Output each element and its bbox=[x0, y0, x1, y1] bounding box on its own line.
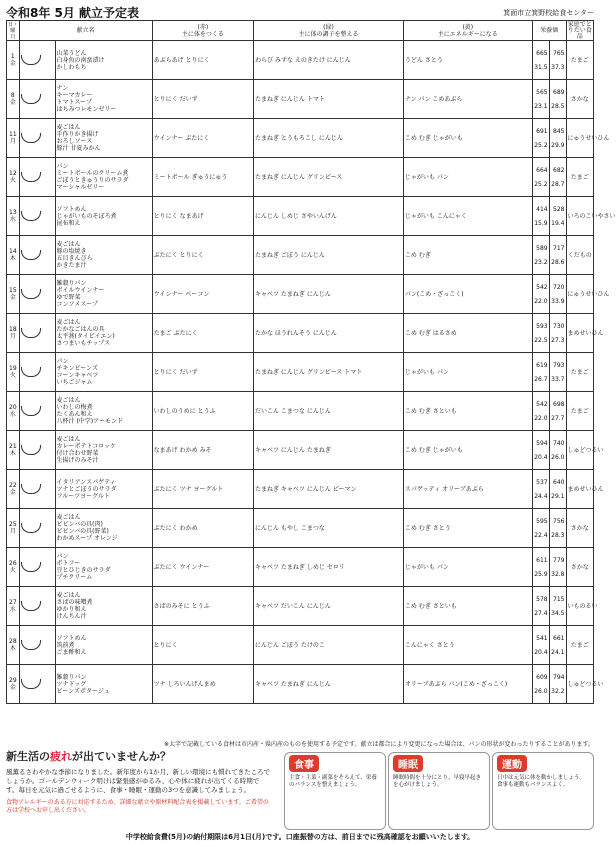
nutrition-jhs-cell: 720 33.9 bbox=[549, 275, 566, 314]
day-row bbox=[7, 665, 594, 704]
menu-item: 豆とひじきのサラダ bbox=[56, 567, 111, 574]
menu-item: 五目きんぴら bbox=[56, 255, 93, 262]
menu-item: いわしの梅煮 bbox=[56, 404, 93, 411]
menu-header: 献立名 bbox=[19, 21, 152, 41]
menu-item: チキンビーンズ bbox=[56, 365, 98, 372]
green-cell: キャベツ たまねぎ しめじ セロリ bbox=[254, 548, 404, 587]
day-cell: 20 水 bbox=[7, 392, 20, 431]
dish-icon-cell bbox=[19, 197, 55, 236]
menu-item: 豚汁 甘夏みかん bbox=[56, 145, 101, 152]
menu-item: 山菜うどん bbox=[56, 49, 87, 57]
green-cell: キャベツ たまねぎ にんじん bbox=[254, 665, 404, 704]
nutrition-jhs-cell: 765 37.3 bbox=[549, 41, 566, 80]
health-column bbox=[6, 748, 594, 830]
bowl-icon bbox=[21, 367, 41, 377]
green-cell: たかな ほうれんそう にんじん bbox=[254, 314, 404, 353]
day-row bbox=[7, 509, 594, 548]
menu-item: たくあん和え bbox=[56, 411, 93, 418]
nutrition-jhs-cell: 689 28.5 bbox=[549, 80, 566, 119]
day-cell: 25 月 bbox=[7, 509, 20, 548]
day-cell: 27 水 bbox=[7, 587, 20, 626]
nutrition-elem-cell: 565 23.1 bbox=[532, 80, 549, 119]
menu-item: 生揚げのみそ汁 bbox=[56, 457, 99, 464]
menu-item: ミートボールのクリーム煮 bbox=[56, 170, 129, 177]
day-cell: 22 金 bbox=[7, 470, 20, 509]
exercise-text: 日中は元気に体を動かしましょう。食事も運動もバランスよく。 bbox=[497, 775, 586, 788]
yellow-cell: こめ むぎ じゃがいも bbox=[403, 431, 532, 470]
menu-cell bbox=[55, 587, 152, 626]
day-row bbox=[7, 548, 594, 587]
yellow-cell: こめ むぎ さとう bbox=[403, 509, 532, 548]
dish-icon-cell bbox=[19, 587, 55, 626]
day-row bbox=[7, 41, 594, 80]
menu-item: ソフトめん bbox=[56, 205, 87, 213]
drink-cell: たまご bbox=[566, 41, 594, 80]
sleep-box bbox=[388, 752, 490, 830]
menu-item: さばの味噌煮 bbox=[56, 599, 93, 606]
nutrition-elem-cell: 578 27.4 bbox=[532, 587, 549, 626]
menu-item: じゃがいものそぼろ煮 bbox=[56, 212, 117, 220]
red-cell: ミートボール ぎゅうにゅう bbox=[152, 158, 253, 197]
dish-icon-cell bbox=[19, 236, 55, 275]
day-row bbox=[7, 158, 594, 197]
day-cell: 28 木 bbox=[7, 626, 20, 665]
menu-item: 雑穀りパン bbox=[56, 673, 87, 681]
red-cell: とりにく だいず bbox=[152, 353, 253, 392]
nutrition-jhs-cell: 528 19.4 bbox=[549, 197, 566, 236]
bowl-icon bbox=[21, 250, 41, 260]
day-row bbox=[7, 275, 594, 314]
nutrition-elem-cell: 537 24.4 bbox=[532, 470, 549, 509]
organization-name: 箕面市立箕野校給食センター bbox=[503, 9, 594, 17]
dish-icon-cell bbox=[19, 158, 55, 197]
nutrition-elem-cell: 664 25.2 bbox=[532, 158, 549, 197]
yellow-cell: パン(こめ・ざっこく) bbox=[403, 275, 532, 314]
dish-icon-cell bbox=[19, 470, 55, 509]
menu-cell bbox=[55, 353, 152, 392]
green-cell: にんじん ごぼう たけのこ bbox=[254, 626, 404, 665]
day-row bbox=[7, 587, 594, 626]
exercise-box bbox=[492, 752, 594, 830]
menu-item: かきたま汁 bbox=[56, 262, 87, 269]
red-cell: とりにく なまあげ bbox=[152, 197, 253, 236]
menu-item: 筑前煮 bbox=[56, 641, 75, 649]
menu-cell bbox=[55, 80, 152, 119]
menu-item: ビーンズポタージュ bbox=[56, 687, 110, 695]
menu-cell bbox=[55, 119, 152, 158]
bowl-icon bbox=[21, 55, 41, 65]
yellow-cell: こんにゃく さとう bbox=[403, 626, 532, 665]
day-header: 日・曜日 bbox=[8, 21, 19, 40]
page-title: 令和8年 5月 献立予定表 bbox=[6, 6, 140, 20]
nutrition-elem-cell: 594 20.4 bbox=[532, 431, 549, 470]
menu-item: 太平燕(タイピイエン) bbox=[56, 333, 115, 340]
menu-item: おろしソース bbox=[56, 138, 93, 145]
payment-notice: 中学校給食費(5月)の納付期限は6月1日(月)です。口座振替の方は、前日までに残高確認をお願いいたします。 bbox=[125, 833, 475, 841]
drink-cell: たまご bbox=[566, 353, 594, 392]
menu-item: ツナドッグ bbox=[56, 680, 87, 688]
menu-table bbox=[6, 20, 616, 704]
red-cell: あぶらあげ とりにく bbox=[152, 41, 253, 80]
nutrition-header: 栄養価 bbox=[532, 21, 566, 41]
yellow-cell: オリーブあぶら パン(こめ・ざっこく) bbox=[403, 665, 532, 704]
day-row bbox=[7, 431, 594, 470]
drink-cell: にゅうせいひん bbox=[566, 275, 594, 314]
day-cell: 1 金 bbox=[7, 41, 20, 80]
nutrition-jhs-cell: 640 29.1 bbox=[549, 470, 566, 509]
menu-item: 麦ごはん bbox=[56, 514, 81, 521]
dish-icon-cell bbox=[19, 392, 55, 431]
red-cell: とりにく bbox=[152, 626, 253, 665]
yellow-cell: じゃがいも こんにゃく bbox=[403, 197, 532, 236]
day-row bbox=[7, 626, 594, 665]
green-cell: キャベツ たまねぎ にんじん bbox=[254, 275, 404, 314]
menu-item: キーマカレー bbox=[56, 92, 93, 99]
menu-cell bbox=[55, 548, 152, 587]
header bbox=[6, 4, 594, 20]
menu-cell bbox=[55, 509, 152, 548]
day-row bbox=[7, 80, 594, 119]
menu-cell bbox=[55, 41, 152, 80]
green-cell: キャベツ だいこん にんじん bbox=[254, 587, 404, 626]
drink-header: 家庭でとりたい食品 bbox=[567, 20, 592, 40]
drink-cell: たまご bbox=[566, 158, 594, 197]
nutrition-elem-cell: 542 22.0 bbox=[532, 392, 549, 431]
menu-item: 麦ごはん bbox=[56, 241, 81, 248]
bowl-icon bbox=[21, 94, 41, 104]
day-cell: 18 月 bbox=[7, 314, 20, 353]
dish-icon-cell bbox=[19, 119, 55, 158]
menu-cell bbox=[55, 236, 152, 275]
menu-item: 八杯汁 (中学)アーモンド bbox=[56, 418, 123, 425]
menu-item: けんちん汁 bbox=[56, 613, 87, 620]
red-cell: なまあげ わかめ みそ bbox=[152, 431, 253, 470]
green-cell: にんじん もやし こまつな bbox=[254, 509, 404, 548]
nutrition-elem-cell: 414 15.9 bbox=[532, 197, 549, 236]
nutrition-elem-cell: 542 22.0 bbox=[532, 275, 549, 314]
menu-item: ゆで野菜 bbox=[56, 294, 81, 301]
menu-item: パン bbox=[56, 553, 69, 560]
menu-cell bbox=[55, 197, 152, 236]
menu-item: ごぼうときゅうりのサラダ bbox=[56, 177, 129, 184]
yellow-cell: こめ むぎ じゃがいも bbox=[403, 119, 532, 158]
menu-item: マーシャルゼリー bbox=[56, 184, 105, 191]
dish-icon-cell bbox=[19, 431, 55, 470]
day-cell: 13 水 bbox=[7, 197, 20, 236]
bowl-icon bbox=[21, 640, 41, 650]
bowl-icon bbox=[21, 406, 41, 416]
nutrition-elem-cell: 611 25.9 bbox=[532, 548, 549, 587]
sleep-text: 睡眠時間を十分にとり、早寝早起きを心がけましょう。 bbox=[393, 775, 482, 788]
menu-item: ツナとごぼうのサラダ bbox=[56, 485, 117, 493]
red-cell: ぶたにく ツナ ヨーグルト bbox=[152, 470, 253, 509]
menu-item: ナン bbox=[56, 85, 69, 92]
green-cell: にんじん しめじ さやいんげん bbox=[254, 197, 404, 236]
nutrition-elem-cell: 541 20.4 bbox=[532, 626, 549, 665]
menu-item: コンソメスープ bbox=[56, 301, 98, 308]
yellow-header: (黄) 主にエネルギーになる bbox=[403, 21, 532, 41]
bowl-icon bbox=[21, 328, 41, 338]
bowl-icon bbox=[21, 484, 41, 494]
day-cell: 11 月 bbox=[7, 119, 20, 158]
red-cell: ウインナー ベーコン bbox=[152, 275, 253, 314]
nutrition-jhs-cell: 756 28.3 bbox=[549, 509, 566, 548]
day-cell: 8 金 bbox=[7, 80, 20, 119]
menu-item: 麦ごはん bbox=[56, 592, 81, 599]
menu-item: コーンキャベツ bbox=[56, 372, 99, 379]
yellow-cell: こめ むぎ さといも bbox=[403, 587, 532, 626]
drink-cell: くだもの bbox=[566, 236, 594, 275]
red-cell: ぶたにく とりにく bbox=[152, 236, 253, 275]
nutrition-elem-cell: 593 22.5 bbox=[532, 314, 549, 353]
menu-item: ビビンバの具(野菜) bbox=[56, 528, 109, 535]
menu-item: パン bbox=[56, 358, 69, 365]
bowl-icon bbox=[21, 133, 41, 143]
green-header: (緑) 主に体の調子を整える bbox=[254, 21, 404, 41]
day-cell: 29 金 bbox=[7, 665, 20, 704]
yellow-cell: スパゲッティ オリーブあぶら bbox=[403, 470, 532, 509]
nutrition-jhs-cell: 698 27.7 bbox=[549, 392, 566, 431]
bowl-icon bbox=[21, 172, 41, 182]
red-cell: とりにく だいず bbox=[152, 80, 253, 119]
dish-icon-cell bbox=[19, 353, 55, 392]
meal-text: 主食・主菜・副菜をそろえて、栄養のバランスを整えましょう。 bbox=[289, 775, 377, 788]
red-header: (赤) 主に体をつくる bbox=[152, 21, 253, 41]
yellow-cell: こめ むぎ bbox=[403, 236, 532, 275]
day-cell: 12 火 bbox=[7, 158, 20, 197]
menu-item: いちごジャム bbox=[56, 379, 93, 386]
menu-item: 雑穀りパン bbox=[56, 280, 87, 287]
day-cell: 15 金 bbox=[7, 275, 20, 314]
bowl-icon bbox=[21, 445, 41, 455]
nutrition-jhs-cell: 730 27.3 bbox=[549, 314, 566, 353]
red-cell: いわしのうめに とうふ bbox=[152, 392, 253, 431]
green-cell: たまねぎ キャベツ にんじん ピーマン bbox=[254, 470, 404, 509]
health-heading: 新生活の疲れが出ていませんか？ bbox=[6, 750, 171, 763]
menu-item: 昆布和え bbox=[56, 219, 81, 227]
menu-item: 付け合わせ野菜 bbox=[56, 450, 99, 457]
menu-item: 白身魚の南蛮漬け bbox=[56, 56, 105, 64]
menu-item: かしわもち bbox=[56, 63, 87, 71]
nutrition-elem-cell: 589 23.2 bbox=[532, 236, 549, 275]
drink-cell: いものるい bbox=[566, 587, 594, 626]
day-row bbox=[7, 119, 594, 158]
menu-cell bbox=[55, 314, 152, 353]
meal-box bbox=[284, 752, 386, 830]
dish-icon-cell bbox=[19, 314, 55, 353]
drink-cell: たまご bbox=[566, 626, 594, 665]
nutrition-jhs-cell: 715 34.5 bbox=[549, 587, 566, 626]
menu-item: ビビンバの具(肉) bbox=[56, 521, 103, 528]
menu-item: 麦ごはん bbox=[56, 397, 81, 404]
day-row bbox=[7, 236, 594, 275]
nutrition-elem-cell: 691 25.2 bbox=[532, 119, 549, 158]
dish-icon-cell bbox=[19, 626, 55, 665]
sleep-label: 睡眠 bbox=[393, 755, 423, 772]
menu-cell bbox=[55, 431, 152, 470]
health-body: 風薫るさわやかな季節になりました。新年度から1か月、新しい環境にも慣れてきたころでしょうか。ゴールデンウィーク明けは緊張感がゆるみ、心や体に疲れが出てくる時期です。毎日を元気に過ごせるように、食事・睡眠・運動の3つを意識してみましょう。 bbox=[6, 768, 271, 794]
day-cell: 21 木 bbox=[7, 431, 20, 470]
menu-cell bbox=[55, 275, 152, 314]
green-cell: わらび みずな えのきたけ にんじん bbox=[254, 41, 404, 80]
menu-item: はちみつレモンゼリー bbox=[56, 106, 117, 113]
allergy-notice: 食物アレルギーのある方に対応するため、詳細な献立や原材料配合表を掲載しています。ご希望の方は学校へお申し出ください。 bbox=[6, 799, 269, 814]
yellow-cell: こめ むぎ はるさめ bbox=[403, 314, 532, 353]
menu-item: ソフトめん bbox=[56, 634, 87, 642]
bowl-icon bbox=[21, 601, 41, 611]
menu-item: 麦ごはん bbox=[56, 319, 81, 326]
day-cell: 14 木 bbox=[7, 236, 20, 275]
red-cell: たまご ぶたにく bbox=[152, 314, 253, 353]
red-cell: ツナ しろいんげんまめ bbox=[152, 665, 253, 704]
nutrition-jhs-cell: 740 26.0 bbox=[549, 431, 566, 470]
dish-icon-cell bbox=[19, 80, 55, 119]
day-row bbox=[7, 392, 594, 431]
green-cell: たまねぎ にんじん グリンピース bbox=[254, 158, 404, 197]
green-cell: だいこん こまつな にんじん bbox=[254, 392, 404, 431]
nutrition-elem-cell: 665 31.5 bbox=[532, 41, 549, 80]
drink-cell: さかな bbox=[566, 548, 594, 587]
green-cell: たまねぎ とうもろこし にんじん bbox=[254, 119, 404, 158]
menu-item: 手作りかき揚げ bbox=[56, 131, 99, 138]
green-cell: たまねぎ ごぼう にんじん bbox=[254, 236, 404, 275]
menu-item: わかめスープ オレンジ bbox=[56, 535, 118, 542]
nutrition-jhs-cell: 845 29.9 bbox=[549, 119, 566, 158]
day-row bbox=[7, 470, 594, 509]
footnote: ※太字で記載している食材は市内産・県内産のものを使用する予定です。献立は都合により変更になった場合は、パンの形状が変わったりすることがあります。 bbox=[163, 741, 594, 748]
day-row bbox=[7, 353, 594, 392]
day-cell: 19 火 bbox=[7, 353, 20, 392]
day-row bbox=[7, 314, 594, 353]
menu-item: ゆかり和え bbox=[56, 606, 87, 613]
yellow-cell: じゃがいも パン bbox=[403, 353, 532, 392]
menu-item: たかなごはんの具 bbox=[56, 326, 105, 333]
yellow-cell: じゃがいも パン bbox=[403, 158, 532, 197]
red-cell: ぶたにく ウインナー bbox=[152, 548, 253, 587]
nutrition-jhs-cell: 682 28.7 bbox=[549, 158, 566, 197]
dish-icon-cell bbox=[19, 548, 55, 587]
dish-icon-cell bbox=[19, 41, 55, 80]
green-cell: たまねぎ にんじん グリンピース トマト bbox=[254, 353, 404, 392]
drink-cell: まめせいひん bbox=[566, 314, 594, 353]
yellow-cell: じゃがいも パン bbox=[403, 548, 532, 587]
drink-cell: たまご bbox=[566, 392, 594, 431]
menu-cell bbox=[55, 158, 152, 197]
exercise-label: 運動 bbox=[497, 755, 527, 772]
nutrition-elem-cell: 595 22.4 bbox=[532, 509, 549, 548]
menu-item: フルーツヨーグルト bbox=[56, 492, 110, 500]
menu-cell bbox=[55, 470, 152, 509]
yellow-cell: うどん さとう bbox=[403, 41, 532, 80]
drink-cell: さかな bbox=[566, 80, 594, 119]
menu-item: 麦ごはん bbox=[56, 436, 81, 443]
bowl-icon bbox=[21, 679, 41, 689]
menu-item: 麦ごはん bbox=[56, 124, 81, 131]
menu-item: さつまいもチップス bbox=[56, 340, 111, 347]
menu-item: イタリアンスパゲティ bbox=[56, 478, 116, 486]
nutrition-jhs-cell: 793 33.7 bbox=[549, 353, 566, 392]
yellow-cell: こめ むぎ さといも bbox=[403, 392, 532, 431]
menu-item: カレーポテトコロッケ bbox=[56, 443, 117, 450]
menu-item: ポトフー bbox=[56, 560, 81, 567]
bowl-icon bbox=[21, 523, 41, 533]
menu-item: ボイルウインナー bbox=[56, 287, 105, 294]
green-cell: キャベツ にんじん たまねぎ bbox=[254, 431, 404, 470]
menu-item: 豚の塩焼き bbox=[56, 248, 87, 255]
menu-item: プチクリーム bbox=[56, 574, 93, 581]
red-cell: ぶたにく わかめ bbox=[152, 509, 253, 548]
nutrition-elem-cell: 609 26.0 bbox=[532, 665, 549, 704]
day-row bbox=[7, 197, 594, 236]
drink-cell: にゅうせいひん bbox=[566, 119, 594, 158]
bowl-icon bbox=[21, 562, 41, 572]
nutrition-elem-cell: 619 26.7 bbox=[532, 353, 549, 392]
meal-label: 食事 bbox=[289, 755, 319, 772]
menu-cell bbox=[55, 665, 152, 704]
drink-cell: いろのこいやさい bbox=[566, 197, 594, 236]
nutrition-jhs-cell: 794 32.2 bbox=[549, 665, 566, 704]
menu-item: トマトスープ bbox=[56, 99, 92, 106]
dish-icon-cell bbox=[19, 275, 55, 314]
red-cell: さばのみそに とうふ bbox=[152, 587, 253, 626]
green-cell: たまねぎ にんじん トマト bbox=[254, 80, 404, 119]
dish-icon-cell bbox=[19, 665, 55, 704]
menu-cell bbox=[55, 626, 152, 665]
nutrition-jhs-cell: 717 28.6 bbox=[549, 236, 566, 275]
bowl-icon bbox=[21, 289, 41, 299]
menu-item: ごま酢和え bbox=[56, 648, 87, 656]
nutrition-jhs-cell: 779 32.8 bbox=[549, 548, 566, 587]
menu-cell bbox=[55, 392, 152, 431]
drink-cell: しゅどつるい bbox=[566, 665, 594, 704]
yellow-cell: ナン パン こめあぶら bbox=[403, 80, 532, 119]
red-cell: ウインナー ぶたにく bbox=[152, 119, 253, 158]
bowl-icon bbox=[21, 211, 41, 221]
menu-item: パン bbox=[56, 163, 69, 170]
drink-cell: まめせいひん bbox=[566, 470, 594, 509]
dish-icon-cell bbox=[19, 509, 55, 548]
day-cell: 26 火 bbox=[7, 548, 20, 587]
drink-cell: さかな bbox=[566, 509, 594, 548]
nutrition-jhs-cell: 661 24.1 bbox=[549, 626, 566, 665]
drink-cell: しゅどつるい bbox=[566, 431, 594, 470]
